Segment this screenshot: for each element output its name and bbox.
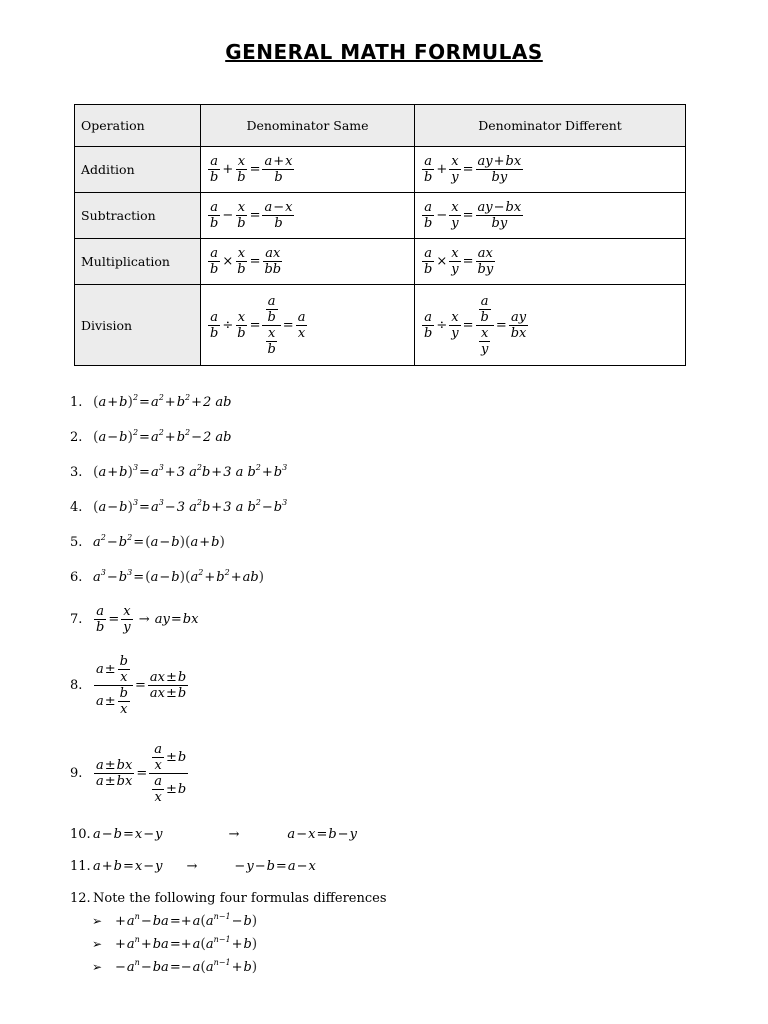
bullet-arrow-icon: ➢ [92,959,103,974]
list-item: 4. $(a-b)^3=a^3-3$ $a^2b+3$ a $b^2-b^3$ [70,498,288,515]
list-item: 6. $a^3-b^3=(a-b)(a^2+b^2+ab)$ [70,568,265,585]
list-item: 5. $a^2-b^2=(a-b)(a+b)$ [70,533,225,550]
list-item [92,955,257,978]
formula-2: $(a-b)^2=a^2+b^2-2$ ab [93,428,232,445]
formula-12a: $+a^n-ba=+a(a^{n-1}-b)$ [115,911,258,929]
table-row [75,193,686,239]
formula-8: a± $\frac{b}{x}$ a± $\frac{b}{x}$ = $\frac{ax\pm b}{ax\pm b}$ [96,654,187,717]
formula-addition-same: $\frac{a}{b}$ + $\frac{x}{b}$ = $\frac{a+x}{b}$ [201,147,415,193]
bullet-list [92,909,257,978]
formula-multiplication-different: $\frac{a}{b}$ × $\frac{x}{y}$ = $\frac{ax}{by}$ [415,239,686,285]
table-row [75,285,686,366]
formula-10: a−b=x−y → a−x=b−y [93,827,357,842]
list-item: 9. $\frac{a\pm bx}{a\pm bx}$ = $\frac{a}{x}$ ±b $\frac{a}{x}$ ±b [70,742,189,805]
table-row [75,147,686,193]
formula-subtraction-same: $\frac{a}{b}$ − $\frac{x}{b}$ = $\frac{a-x}{b}$ [201,193,415,239]
formula-subtraction-different: $\frac{a}{b}$ − $\frac{x}{y}$ = $\frac{ay-bx}{by}$ [415,193,686,239]
formula-1: $(a+b)^2=a^2+b^2+2$ ab [93,393,232,410]
fraction-operations-table [74,104,686,366]
table-header-row [75,105,686,147]
formula-3: $(a+b)^3=a^3+3$ $a^2b+3$ a $b^2+b^3$ [93,463,288,480]
table-row [75,239,686,285]
formula-division-different: $\frac{a}{b}$ ÷ $\frac{x}{y}$ = $\frac{\frac{a}{b}}{\frac{x}{y}}$ = $\frac{ay}{bx}$ [415,285,686,366]
formula-4: $(a-b)^3=a^3-3$ $a^2b+3$ a $b^2-b^3$ [93,498,288,515]
list-item [92,909,257,932]
table-header-denominator-same: Denominator Same [201,105,415,147]
formula-5: $a^2-b^2=(a-b)(a+b)$ [93,533,225,550]
bullet-arrow-icon: ➢ [92,936,103,951]
formula-12b: $+a^n+ba=+a(a^{n-1}+b)$ [115,934,258,952]
bullet-arrow-icon: ➢ [92,913,103,928]
list-item: 1. $(a+b)^2=a^2+b^2+2$ ab [70,393,232,410]
table-header-operation: Operation [75,105,201,147]
list-item: 7. $\frac{a}{b}$ = $\frac{x}{y}$ → ay=bx [70,604,199,635]
formula-9: $\frac{a\pm bx}{a\pm bx}$ = $\frac{a}{x}$ ±b $\frac{a}{x}$ ±b [96,742,187,805]
list-item: 11. a+b=x−y → −y−b=a−x [70,859,316,874]
formula-multiplication-same: $\frac{a}{b}$ × $\frac{x}{b}$ = $\frac{ax}{bb}$ [201,239,415,285]
row-label-multiplication: Multiplication [75,239,201,285]
list-item: 10. a−b=x−y → a−x=b−y [70,827,357,842]
list-item: 12. Note the following four formulas differences [70,891,387,906]
item-12-text: Note the following four formulas differences [93,891,387,906]
page-title: GENERAL MATH FORMULAS [225,40,543,64]
list-item [92,932,257,955]
formula-addition-different: $\frac{a}{b}$ + $\frac{x}{y}$ = $\frac{ay+bx}{by}$ [415,147,686,193]
table-header-denominator-different: Denominator Different [415,105,686,147]
row-label-addition: Addition [75,147,201,193]
formula-6: $a^3-b^3=(a-b)(a^2+b^2+ab)$ [93,568,265,585]
formula-11: a+b=x−y → −y−b=a−x [93,859,316,874]
list-item: 2. $(a-b)^2=a^2+b^2-2$ ab [70,428,232,445]
list-item: 3. $(a+b)^3=a^3+3$ $a^2b+3$ a $b^2+b^3$ [70,463,288,480]
row-label-subtraction: Subtraction [75,193,201,239]
formula-division-same: $\frac{a}{b}$ ÷ $\frac{x}{b}$ = $\frac{\frac{a}{b}}{\frac{x}{b}}$ = $\frac{a}{x}$ [201,285,415,366]
row-label-division: Division [75,285,201,366]
formula-7: $\frac{a}{b}$ = $\frac{x}{y}$ → ay=bx [96,604,199,635]
formula-12c: $-a^n-ba=-a(a^{n-1}+b)$ [115,957,258,975]
list-item: 8. a± $\frac{b}{x}$ a± $\frac{b}{x}$ = $\frac{ax\pm b}{ax\pm b}$ [70,654,189,717]
